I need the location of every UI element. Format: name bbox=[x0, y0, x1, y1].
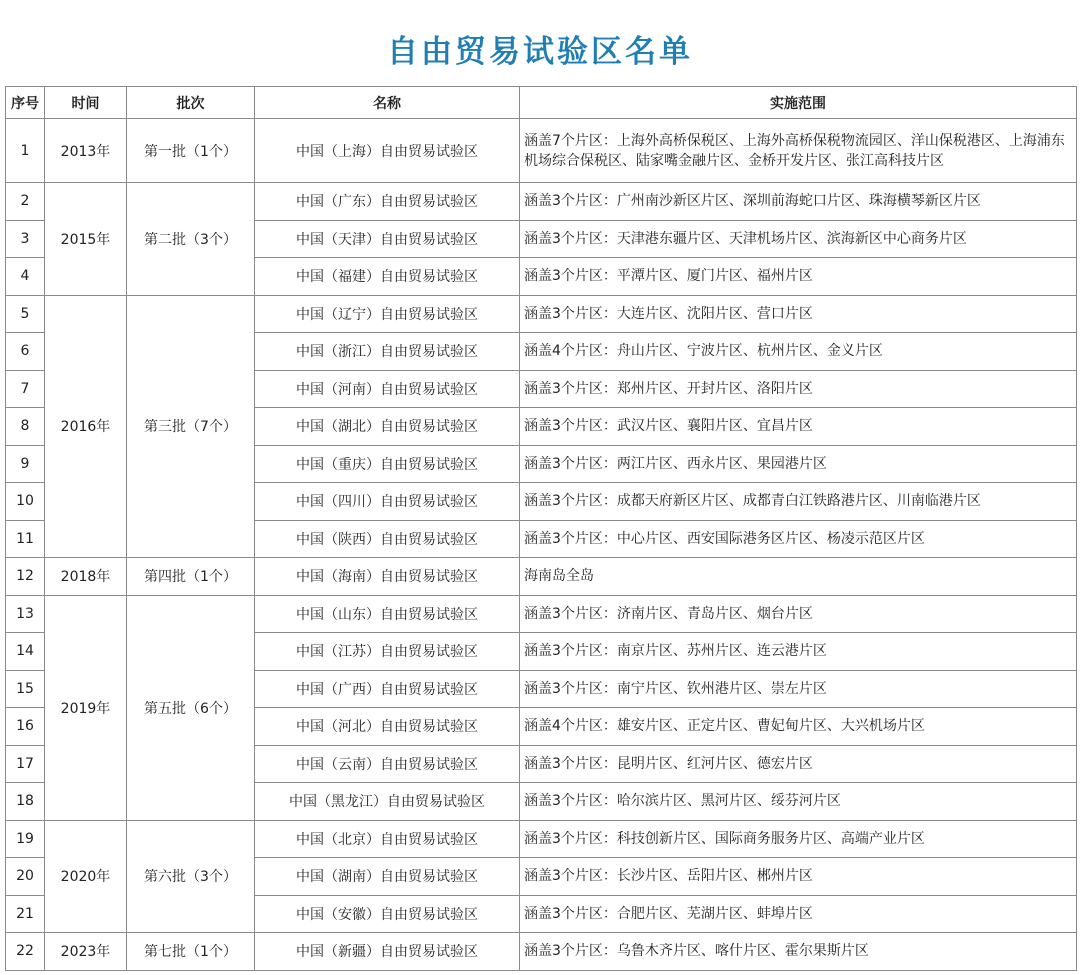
row-zone-name: 中国（天津）自由贸易试验区 bbox=[255, 220, 520, 258]
row-index: 12 bbox=[6, 558, 45, 596]
row-zone-name: 中国（湖北）自由贸易试验区 bbox=[255, 408, 520, 446]
row-scope: 涵盖7个片区：上海外高桥保税区、上海外高桥保税物流园区、洋山保税港区、上海浦东机场综合保税区、陆家嘴金融片区、金桥开发片区、张江高科技片区 bbox=[520, 119, 1077, 183]
table-row bbox=[6, 183, 1077, 221]
row-scope: 涵盖3个片区：广州南沙新区片区、深圳前海蛇口片区、珠海横琴新区片区 bbox=[520, 183, 1077, 221]
row-zone-name: 中国（新疆）自由贸易试验区 bbox=[255, 933, 520, 971]
row-year: 2018年 bbox=[45, 558, 127, 596]
table-header-row bbox=[6, 87, 1077, 119]
row-scope: 海南岛全岛 bbox=[520, 558, 1077, 596]
table-row bbox=[6, 820, 1077, 858]
row-batch: 第三批（7个） bbox=[127, 295, 255, 558]
row-scope: 涵盖3个片区：南宁片区、钦州港片区、崇左片区 bbox=[520, 670, 1077, 708]
row-zone-name: 中国（江苏）自由贸易试验区 bbox=[255, 633, 520, 671]
row-scope: 涵盖3个片区：平潭片区、厦门片区、福州片区 bbox=[520, 258, 1077, 296]
table-row bbox=[6, 558, 1077, 596]
row-zone-name: 中国（湖南）自由贸易试验区 bbox=[255, 858, 520, 896]
row-zone-name: 中国（山东）自由贸易试验区 bbox=[255, 595, 520, 633]
row-scope: 涵盖3个片区：郑州片区、开封片区、洛阳片区 bbox=[520, 370, 1077, 408]
row-index: 14 bbox=[6, 633, 45, 671]
row-year: 2015年 bbox=[45, 183, 127, 296]
table-row bbox=[6, 933, 1077, 971]
row-zone-name: 中国（河南）自由贸易试验区 bbox=[255, 370, 520, 408]
row-batch: 第五批（6个） bbox=[127, 595, 255, 820]
row-index: 8 bbox=[6, 408, 45, 446]
row-scope: 涵盖3个片区：乌鲁木齐片区、喀什片区、霍尔果斯片区 bbox=[520, 933, 1077, 971]
row-batch: 第二批（3个） bbox=[127, 183, 255, 296]
row-scope: 涵盖3个片区：哈尔滨片区、黑河片区、绥芬河片区 bbox=[520, 783, 1077, 821]
row-zone-name: 中国（四川）自由贸易试验区 bbox=[255, 483, 520, 521]
row-index: 10 bbox=[6, 483, 45, 521]
row-index: 18 bbox=[6, 783, 45, 821]
table-row bbox=[6, 295, 1077, 333]
row-zone-name: 中国（广西）自由贸易试验区 bbox=[255, 670, 520, 708]
table-row bbox=[6, 119, 1077, 183]
row-zone-name: 中国（广东）自由贸易试验区 bbox=[255, 183, 520, 221]
row-scope: 涵盖3个片区：中心片区、西安国际港务区片区、杨凌示范区片区 bbox=[520, 520, 1077, 558]
row-zone-name: 中国（上海）自由贸易试验区 bbox=[255, 119, 520, 183]
row-zone-name: 中国（河北）自由贸易试验区 bbox=[255, 708, 520, 746]
row-zone-name: 中国（海南）自由贸易试验区 bbox=[255, 558, 520, 596]
header-name: 名称 bbox=[255, 87, 520, 119]
table-row bbox=[6, 595, 1077, 633]
row-zone-name: 中国（福建）自由贸易试验区 bbox=[255, 258, 520, 296]
row-index: 20 bbox=[6, 858, 45, 896]
row-scope: 涵盖3个片区：合肥片区、芜湖片区、蚌埠片区 bbox=[520, 895, 1077, 933]
row-scope: 涵盖4个片区：舟山片区、宁波片区、杭州片区、金义片区 bbox=[520, 333, 1077, 371]
row-zone-name: 中国（浙江）自由贸易试验区 bbox=[255, 333, 520, 371]
row-scope: 涵盖3个片区：武汉片区、襄阳片区、宜昌片区 bbox=[520, 408, 1077, 446]
row-scope: 涵盖3个片区：成都天府新区片区、成都青白江铁路港片区、川南临港片区 bbox=[520, 483, 1077, 521]
free-trade-zone-table bbox=[5, 86, 1077, 971]
row-scope: 涵盖3个片区：大连片区、沈阳片区、营口片区 bbox=[520, 295, 1077, 333]
row-year: 2013年 bbox=[45, 119, 127, 183]
header-index: 序号 bbox=[6, 87, 45, 119]
row-zone-name: 中国（陕西）自由贸易试验区 bbox=[255, 520, 520, 558]
row-index: 17 bbox=[6, 745, 45, 783]
row-scope: 涵盖3个片区：济南片区、青岛片区、烟台片区 bbox=[520, 595, 1077, 633]
row-index: 19 bbox=[6, 820, 45, 858]
page-title: 自由贸易试验区名单 bbox=[387, 34, 693, 70]
row-batch: 第一批（1个） bbox=[127, 119, 255, 183]
header-time: 时间 bbox=[45, 87, 127, 119]
row-index: 6 bbox=[6, 333, 45, 371]
row-scope: 涵盖3个片区：科技创新片区、国际商务服务片区、高端产业片区 bbox=[520, 820, 1077, 858]
row-year: 2019年 bbox=[45, 595, 127, 820]
row-year: 2016年 bbox=[45, 295, 127, 558]
row-index: 22 bbox=[6, 933, 45, 971]
header-scope: 实施范围 bbox=[520, 87, 1077, 119]
row-batch: 第七批（1个） bbox=[127, 933, 255, 971]
row-index: 15 bbox=[6, 670, 45, 708]
row-scope: 涵盖3个片区：两江片区、西永片区、果园港片区 bbox=[520, 445, 1077, 483]
row-index: 2 bbox=[6, 183, 45, 221]
row-zone-name: 中国（云南）自由贸易试验区 bbox=[255, 745, 520, 783]
row-scope: 涵盖3个片区：长沙片区、岳阳片区、郴州片区 bbox=[520, 858, 1077, 896]
row-batch: 第六批（3个） bbox=[127, 820, 255, 933]
row-batch: 第四批（1个） bbox=[127, 558, 255, 596]
row-index: 5 bbox=[6, 295, 45, 333]
header-batch: 批次 bbox=[127, 87, 255, 119]
row-year: 2023年 bbox=[45, 933, 127, 971]
row-index: 3 bbox=[6, 220, 45, 258]
row-scope: 涵盖3个片区：天津港东疆片区、天津机场片区、滨海新区中心商务片区 bbox=[520, 220, 1077, 258]
row-zone-name: 中国（辽宁）自由贸易试验区 bbox=[255, 295, 520, 333]
row-index: 1 bbox=[6, 119, 45, 183]
row-zone-name: 中国（重庆）自由贸易试验区 bbox=[255, 445, 520, 483]
row-index: 7 bbox=[6, 370, 45, 408]
row-zone-name: 中国（黑龙江）自由贸易试验区 bbox=[255, 783, 520, 821]
row-index: 13 bbox=[6, 595, 45, 633]
row-scope: 涵盖3个片区：昆明片区、红河片区、德宏片区 bbox=[520, 745, 1077, 783]
row-year: 2020年 bbox=[45, 820, 127, 933]
row-index: 9 bbox=[6, 445, 45, 483]
row-scope: 涵盖3个片区：南京片区、苏州片区、连云港片区 bbox=[520, 633, 1077, 671]
row-zone-name: 中国（安徽）自由贸易试验区 bbox=[255, 895, 520, 933]
row-index: 21 bbox=[6, 895, 45, 933]
row-index: 4 bbox=[6, 258, 45, 296]
row-index: 16 bbox=[6, 708, 45, 746]
row-zone-name: 中国（北京）自由贸易试验区 bbox=[255, 820, 520, 858]
row-scope: 涵盖4个片区：雄安片区、正定片区、曹妃甸片区、大兴机场片区 bbox=[520, 708, 1077, 746]
row-index: 11 bbox=[6, 520, 45, 558]
